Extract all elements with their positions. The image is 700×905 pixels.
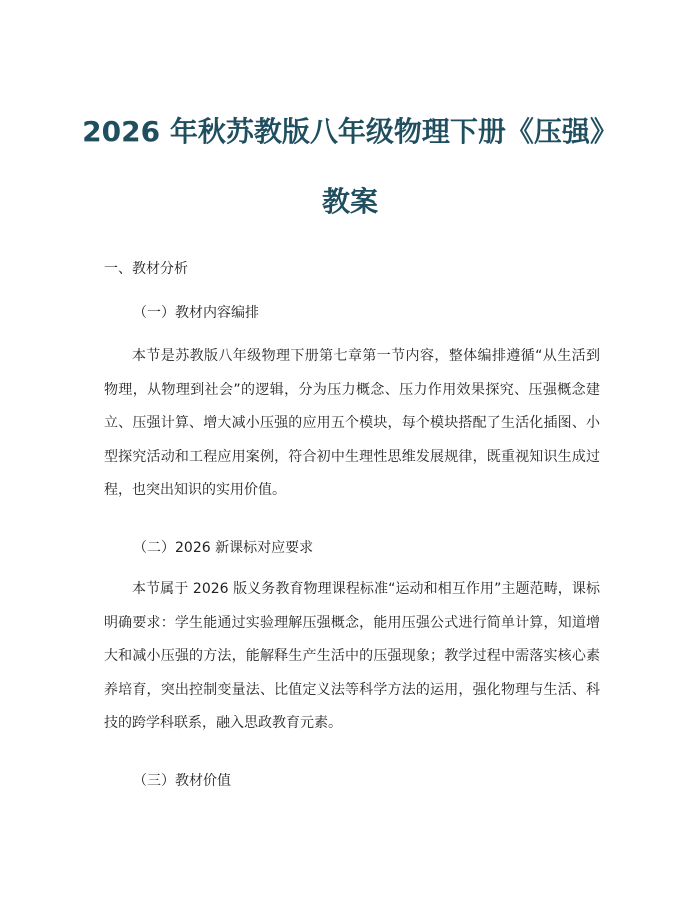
document-title-line1: 2026 年秋苏教版八年级物理下册《压强》 [82,115,618,148]
section-heading-textbook-analysis: 一、教材分析 [104,261,188,277]
paragraph-content-arrangement: 本节是苏教版八年级物理下册第七章第一节内容，整体编排遵循“从生活到物理，从物理到社会”的逻辑，分为压力概念、压力作用效果探究、压强概念建立、压强计算、增大减小压强的应用五个模块，每个模块搭配了生活化插图、小型探究活动和工程应用案例，符合初中生理性思维发展规律，既重视知识生成过程，也突出知识的实用价值。 [104,348,600,498]
subsection-heading-content-arrangement: （一）教材内容编排 [133,305,259,321]
subsection-heading-curriculum-standard: （二）2026 新课标对应要求 [133,540,314,556]
paragraph-curriculum-standard: 本节属于 2026 版义务教育物理课程标准“运动和相互作用”主题范畴，课标明确要求：学生能通过实验理解压强概念，能用压强公式进行简单计算，知道增大和减小压强的方法，能解释生产生活中的压强现象；教学过程中需落实核心素养培育，突出控制变量法、比值定义法等科学方法的运用，强化物理与生活、科技的跨学科联系，融入思政教育元素。 [104,581,600,731]
document-title-line2: 教案 [321,185,378,218]
subsection-heading-textbook-value: （三）教材价值 [133,773,231,789]
